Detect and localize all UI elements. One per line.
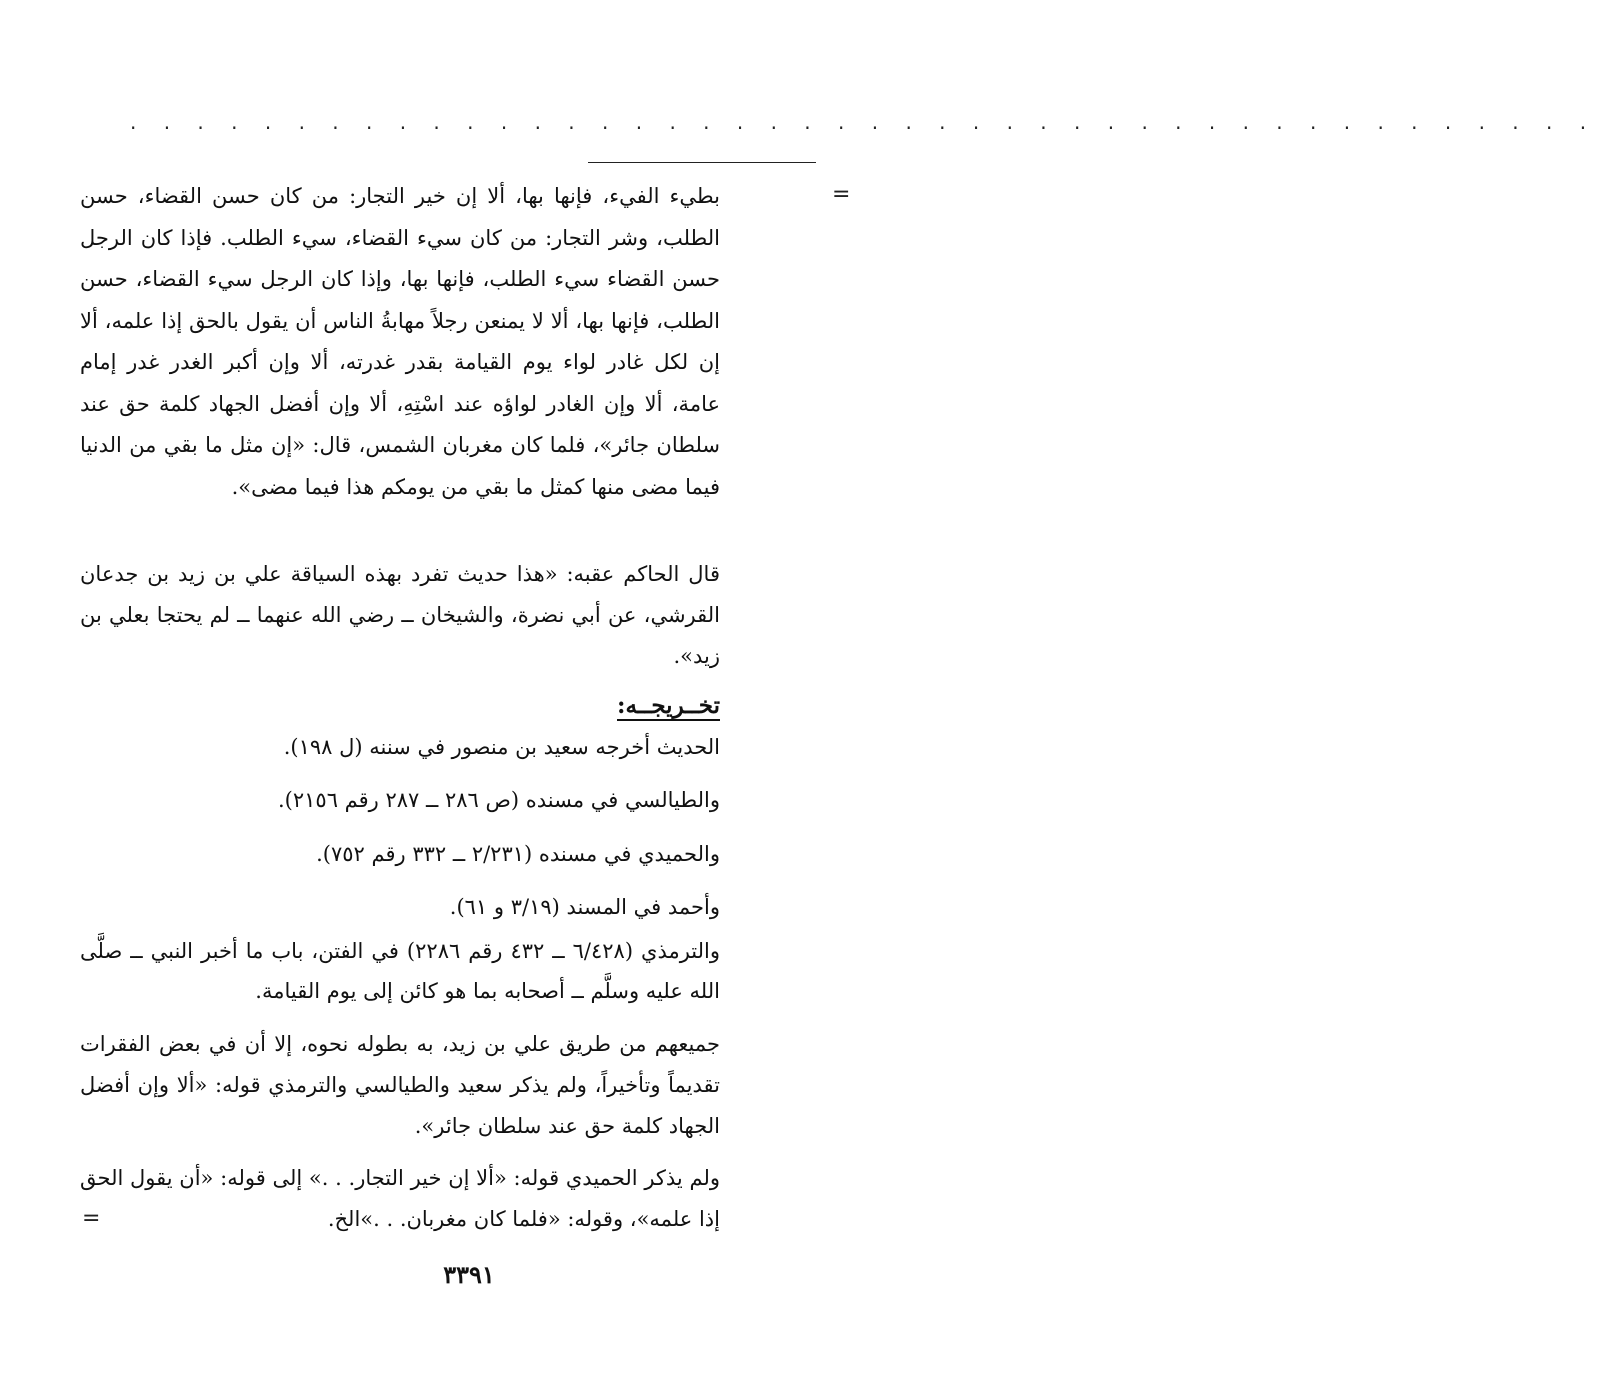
reference-line: الحديث أخرجه سعيد بن منصور في سننه (ل ١٩٨). bbox=[283, 735, 720, 759]
takhrij-heading-text: تخــريجــه: bbox=[617, 692, 720, 719]
hakim-comment-text: قال الحاكم عقبه: «هذا حديث تفرد بهذه السياقة علي بن زيد بن جدعان القرشي، عن أبي نضرة، والشيخان ــ رضي الله عنهما ــ لم يحتجا بعلي بن زيد». bbox=[80, 562, 720, 668]
tirmidhi-reference-text: والترمذي (٦/٤٢٨ ــ ٤٣٢ رقم ٢٢٨٦) في الفتن، باب ما أخبر النبي ــ صلَّى الله عليه وسلَّم ــ أصحابه بما هو كائن إلى يوم القيامة. bbox=[80, 939, 721, 1003]
footnote-rule bbox=[588, 162, 816, 163]
summary-text: جميعهم من طريق علي بن زيد، به بطوله نحوه، إلا أن في بعض الفقرات تقديماً وتأخيراً، ولم يذكر سعيد والطيالسي والترمذي قوله: «ألا وإن أفضل الجهاد كلمة حق عند سلطان جائر». bbox=[80, 1032, 720, 1138]
continuation-mark-bottom: = bbox=[82, 1206, 101, 1231]
hakim-comment-paragraph bbox=[80, 554, 720, 677]
humaydi-note-paragraph bbox=[80, 1158, 720, 1240]
tirmidhi-reference-paragraph bbox=[80, 931, 720, 1011]
continuation-mark-top: = bbox=[832, 182, 851, 207]
takhrij-heading bbox=[80, 689, 720, 723]
humaydi-note-text: ولم يذكر الحميدي قوله: «ألا إن خير التجار. . .» إلى قوله: «أن يقول الحق إذا علمه»، وقوله: «فلما كان مغربان. . .»الخ. bbox=[80, 1166, 720, 1231]
reference-line: والطيالسي في مسنده (ص ٢٨٦ ــ ٢٨٧ رقم ٢١٥٦). bbox=[277, 788, 720, 812]
summary-paragraph bbox=[80, 1024, 720, 1147]
hadith-quote-paragraph bbox=[80, 176, 720, 508]
dotted-separator: . . . . . . . . . . . . . . . . . . . . . . . . . . . . . . . . . . . . . . . . . . . . bbox=[130, 110, 1597, 134]
reference-line: وأحمد في المسند (٣/١٩ و ٦١). bbox=[449, 895, 720, 919]
reference-line: والحميدي في مسنده (٢/٢٣١ ــ ٣٣٢ رقم ٧٥٢). bbox=[316, 842, 720, 866]
page-number: ٣٣٩١ bbox=[443, 1260, 495, 1289]
hadith-quote-text: بطيء الفيء، فإنها بها، ألا إن خير التجار: من كان حسن القضاء، حسن الطلب، وشر التجار: من كان سيء القضاء، سيء الطلب. فإذا كان الرجل حسن القضاء سيء الطلب، فإنها بها، وإذا كان الرجل سيء القضاء، حسن الطلب، فإنها بها، ألا لا يمنعن رجلاً مهابةُ الناس أن يقول بالحق إذا علمه، ألا إن لكل غادر لواء يوم القيامة بقدر غدرته، ألا وإن أكبر الغدر غدر إمام عامة، ألا وإن الغادر لواؤه عند اسْتِهِ، ألا وإن أفضل الجهاد كلمة حق عند سلطان جائر»، فلما كان مغربان الشمس، قال: «إن مثل ما بقي من الدنيا فيما مضى منها كمثل ما بقي من يومكم هذا فيما مضى». bbox=[80, 184, 720, 499]
